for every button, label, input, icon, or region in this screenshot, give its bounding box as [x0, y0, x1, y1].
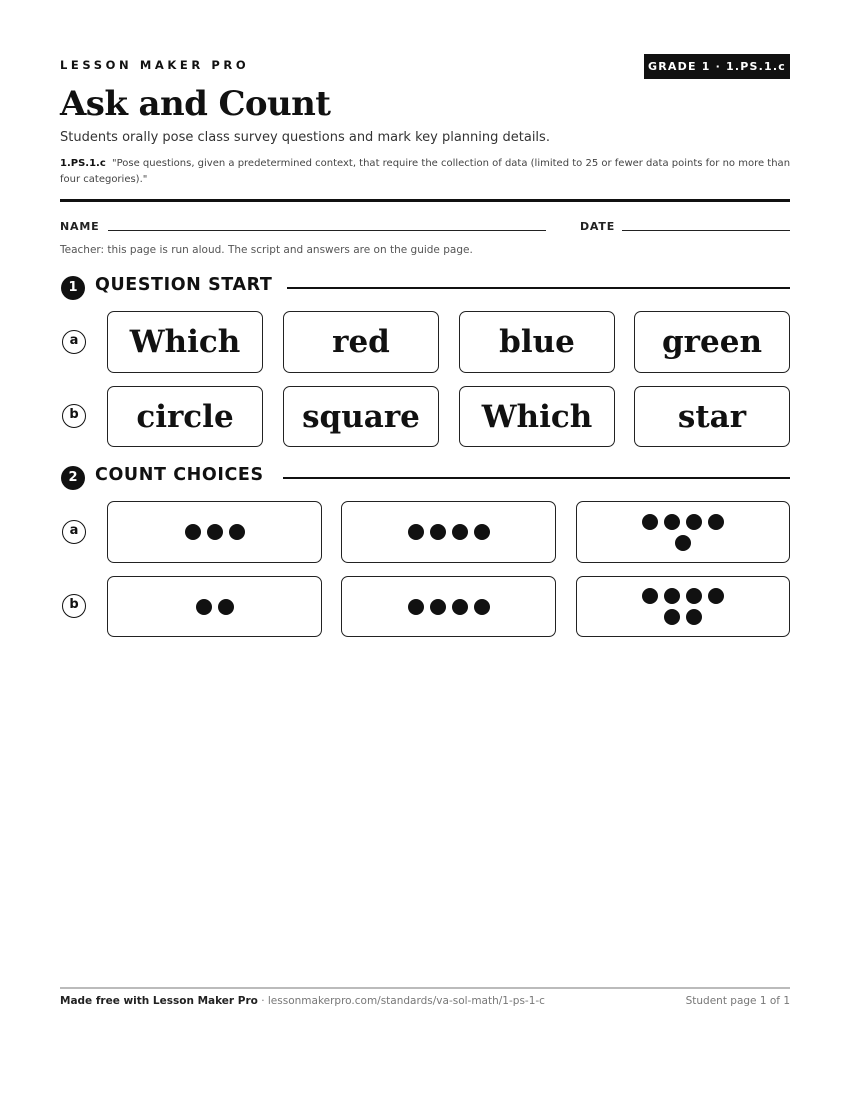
- name-label: NAME: [60, 220, 100, 233]
- word-card: Which: [459, 386, 615, 447]
- footer-divider: [60, 987, 790, 989]
- count-dot: [474, 599, 490, 615]
- brand-name: LESSON MAKER PRO: [60, 58, 250, 72]
- count-dot: [229, 524, 245, 540]
- dot-count-card: [341, 576, 556, 637]
- section-2-number: 2: [61, 466, 85, 490]
- grade-badge: GRADE 1 · 1.PS.1.c: [644, 54, 790, 79]
- count-dot: [218, 599, 234, 615]
- word-card: red: [283, 311, 439, 373]
- dot-count-card: [341, 501, 556, 563]
- dot-count-card: [107, 576, 322, 637]
- section-2-title: COUNT CHOICES: [95, 465, 264, 485]
- count-dot: [642, 588, 658, 604]
- count-dot: [664, 609, 680, 625]
- count-dot: [452, 599, 468, 615]
- header-divider: [60, 199, 790, 202]
- count-dot: [207, 524, 223, 540]
- count-dot: [452, 524, 468, 540]
- word-card: green: [634, 311, 790, 373]
- count-dot: [664, 588, 680, 604]
- count-dot: [196, 599, 212, 615]
- word-card: blue: [459, 311, 615, 373]
- dot-count-card: [576, 576, 790, 637]
- date-label: DATE: [580, 220, 616, 233]
- count-dot: [664, 514, 680, 530]
- dot-count-card: [107, 501, 322, 563]
- count-dot: [185, 524, 201, 540]
- section-2-rule: [283, 477, 790, 479]
- count-dot: [408, 524, 424, 540]
- count-dot: [642, 514, 658, 530]
- count-dot: [686, 609, 702, 625]
- section-2-row-b-label: b: [62, 594, 86, 618]
- word-card: star: [634, 386, 790, 447]
- date-line: [622, 230, 790, 231]
- page-subtitle: Students orally pose class survey questions and mark key planning details.: [60, 130, 550, 145]
- count-dot: [430, 599, 446, 615]
- count-dot: [474, 524, 490, 540]
- footer-page-number: Student page 1 of 1: [685, 995, 790, 1007]
- section-1-row-a-label: a: [62, 330, 86, 354]
- count-dot: [708, 588, 724, 604]
- word-card: Which: [107, 311, 263, 373]
- count-dot: [430, 524, 446, 540]
- teacher-note: Teacher: this page is run aloud. The script and answers are on the guide page.: [60, 244, 473, 256]
- footer-credit: [60, 995, 545, 1007]
- section-1-row-b-label: b: [62, 404, 86, 428]
- section-2-row-a-label: a: [62, 520, 86, 544]
- footer-made-with: Made free with Lesson Maker Pro: [60, 995, 258, 1007]
- dot-count-card: [576, 501, 790, 563]
- word-card: square: [283, 386, 439, 447]
- count-dot: [675, 535, 691, 551]
- standard-description: [60, 156, 795, 188]
- section-1-number: 1: [61, 276, 85, 300]
- count-dot: [686, 588, 702, 604]
- section-1-rule: [287, 287, 790, 289]
- count-dot: [408, 599, 424, 615]
- name-line: [108, 230, 546, 231]
- count-dot: [708, 514, 724, 530]
- footer-url[interactable]: · lessonmakerpro.com/standards/va-sol-math/1-ps-1-c: [261, 995, 545, 1007]
- standard-code: 1.PS.1.c: [60, 158, 106, 169]
- word-card: circle: [107, 386, 263, 447]
- section-1-title: QUESTION START: [95, 275, 273, 295]
- standard-text: "Pose questions, given a predetermined context, that require the collection of data (limited to 25 or fewer data points for no more than four categories).": [60, 158, 791, 185]
- count-dot: [686, 514, 702, 530]
- page-title: Ask and Count: [60, 84, 331, 124]
